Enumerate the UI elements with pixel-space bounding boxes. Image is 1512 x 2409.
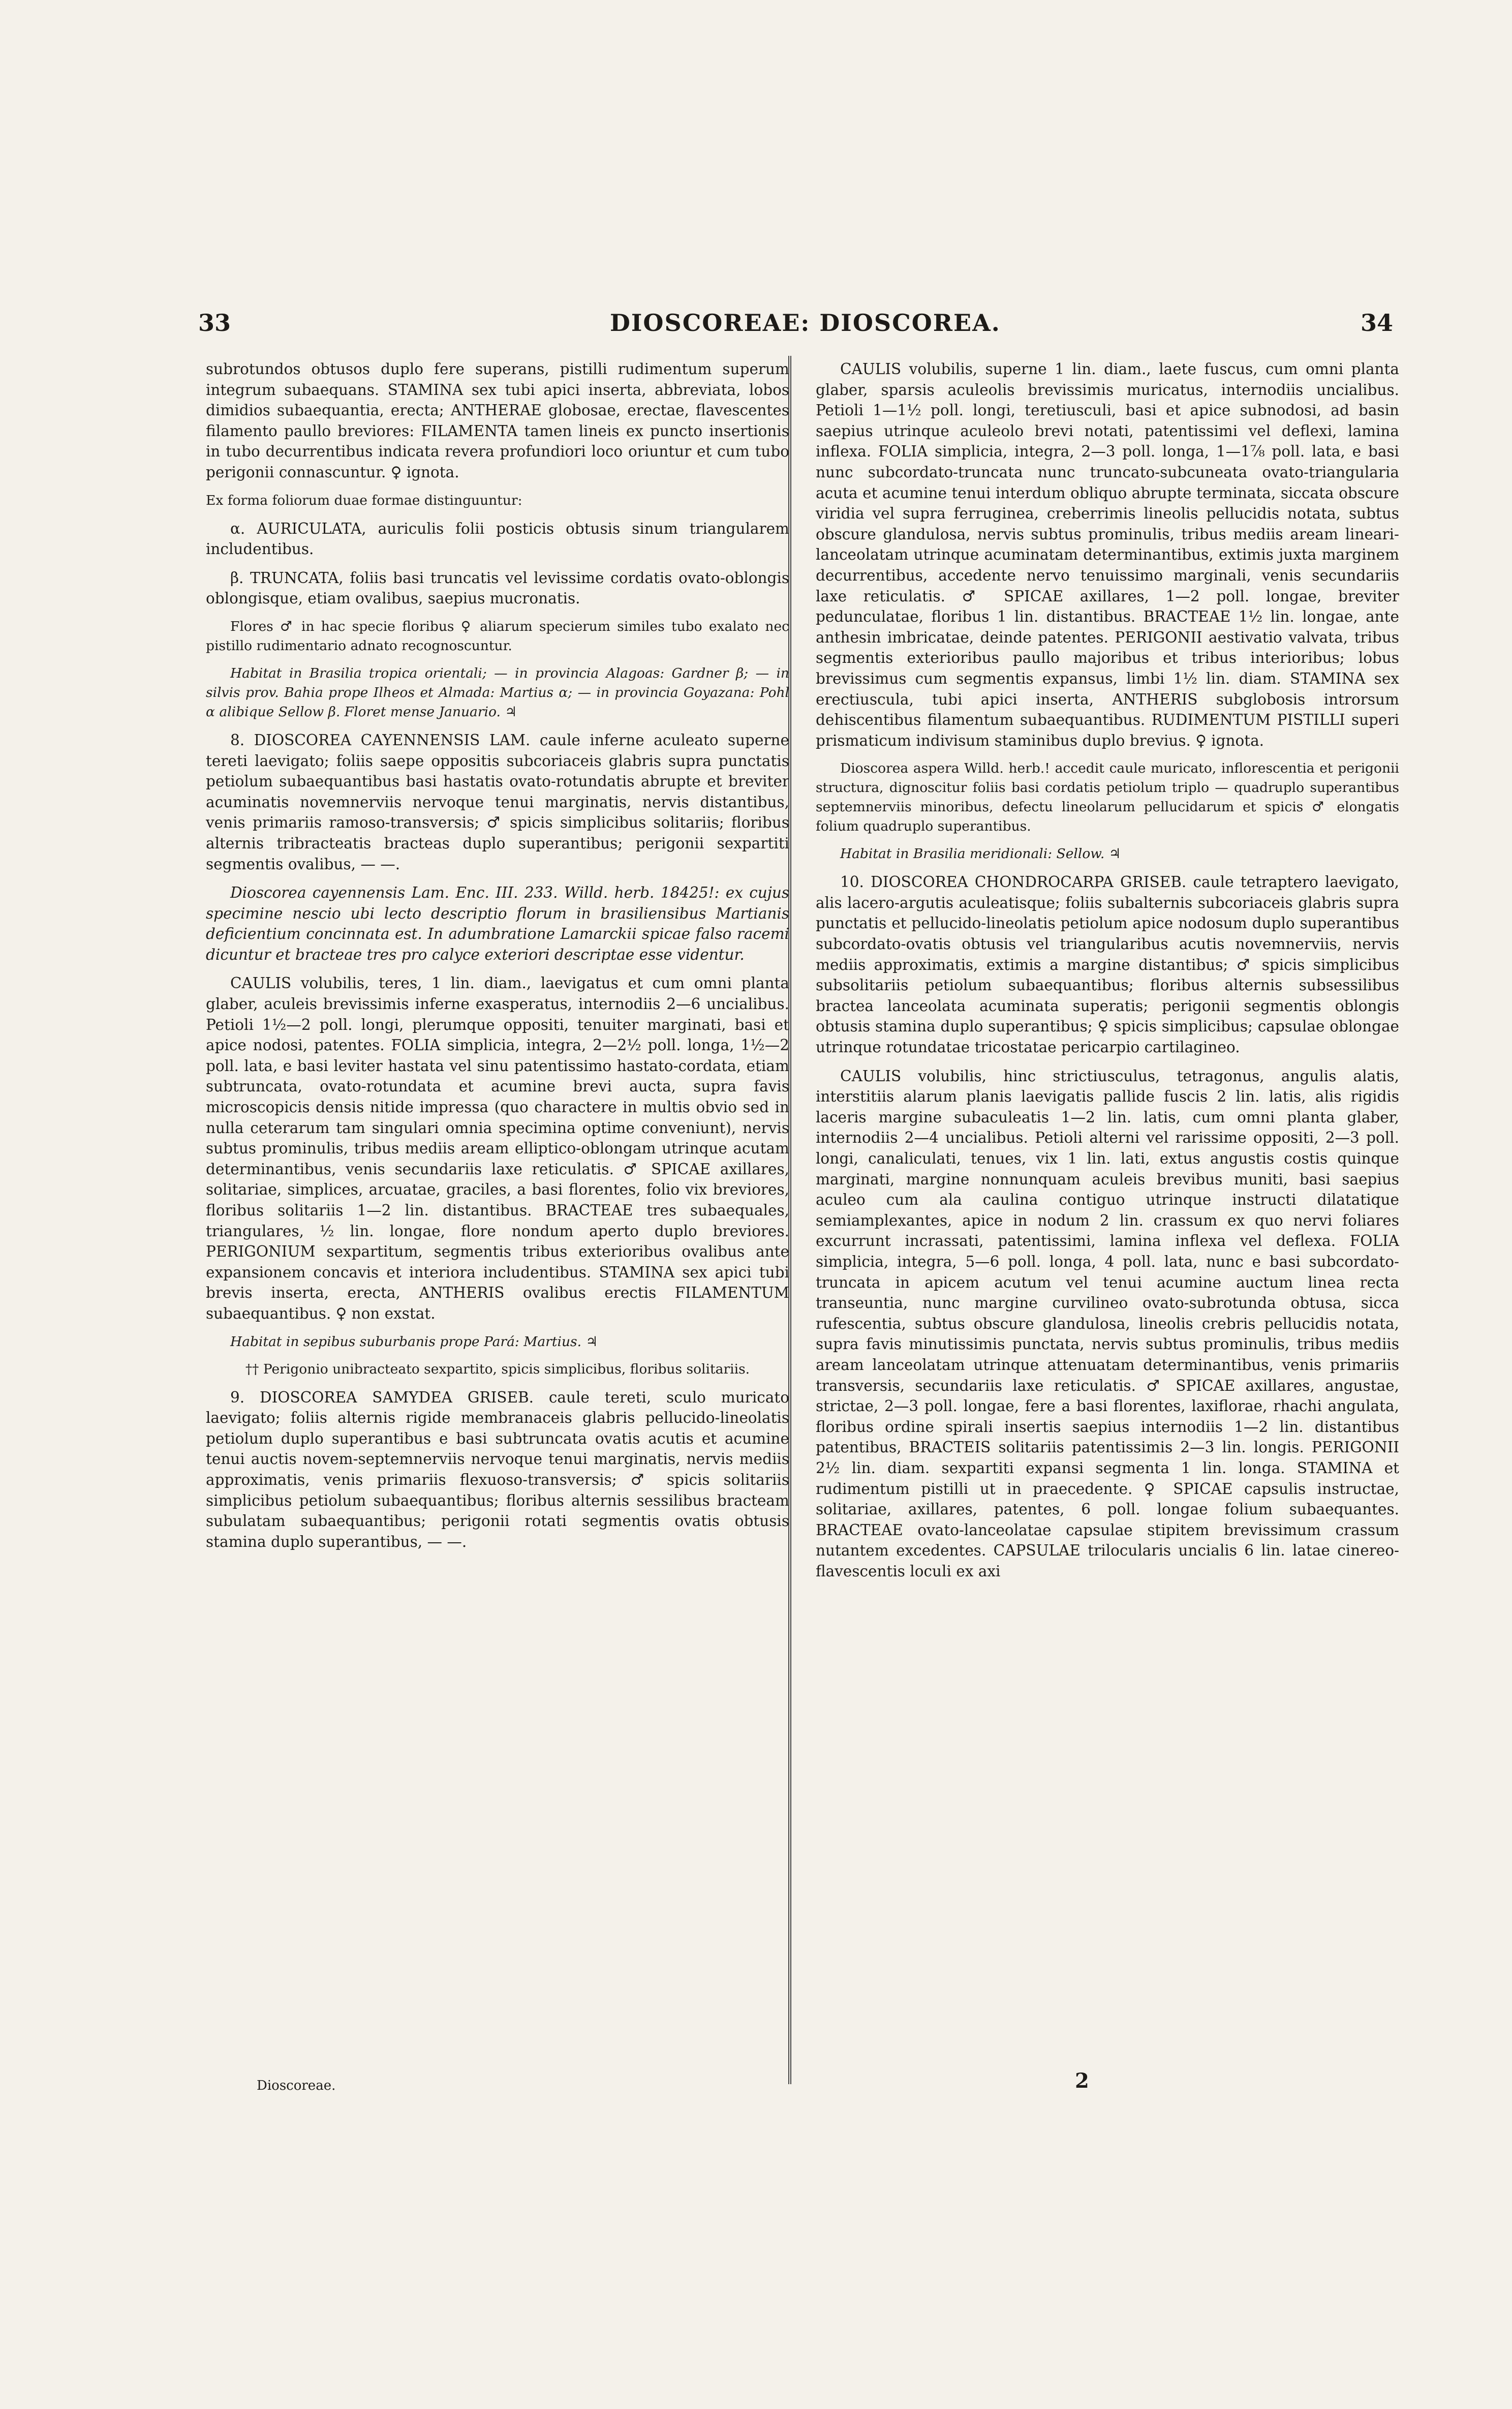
paragraph: α. AURICULATA, auriculis folii posticis obtusis sinum triangularem includentibus. xyxy=(206,520,789,558)
paragraph: CAULIS volubilis, superne 1 lin. diam., laete fuscus, cum omni planta glaber, sparsis aculeolis brevissimis muricatus, internodiis uncialibus. Petioli 1—1½ poll. longi, teretiusculi, basi et apice subnodosi, ad basin saepius utrinque aculeolo brevi notati, patentissimi vel deflexi, lamina inflexa. FOLIA simplicia, integra, 2—3 poll. longa, 1—1⅞ poll. lata, e basi nunc subcordato-truncata nunc truncato-subcuneata ovato-triangularia acuta et acumine tenui interdum obliquo abrupte terminata, siccata obscure viridia vel supra ferruginea, creberrimis lineolis pellucidis notata, subtus obscure glandulosa, nervis subtus prominulis, tribus mediis aream lineari-lanceolatam utrinque acuminatam determinantibus, extimis juxta marginem decurrentibus, accedente nervo tenuissimo marginali, venis secundariis laxe reticulatis. ♂ SPICAE axillares, 1—2 poll. longae, breviter pedunculatae, floribus 1 lin. distantibus. BRACTEAE 1½ lin. longae, ante anthesin imbricatae, deinde patentes. PERIGONII aestivatio valvata, tribus segmentis exterioribus paullo majoribus et tribus interioribus; lobus brevissimus cum segmentis expansus, limbi 1½ lin. diam. STAMINA sex erectiuscula, tubi apici inserta, ANTHERIS subglobosis introrsum dehiscentibus filamentum subaequantibus. RUDIMENTUM PISTILLI superi prismaticum indivisum staminibus duplo brevius. ♀ ignota. xyxy=(816,360,1399,749)
right-column xyxy=(816,359,1399,1590)
page-number-left: 33 xyxy=(198,309,231,337)
paragraph: Habitat in Brasilia meridionali: Sellow. ♃ xyxy=(840,846,1121,862)
column-divider xyxy=(788,356,791,2084)
paragraph: Habitat in Brasilia tropica orientali; — in provincia Alagoas: Gardner β; — in silvis prov. Bahia prope Ilheos et Almada: Martius α; — in provincia Goyazana: Pohl α alibique Sellow β. Floret mense Januario. ♃ xyxy=(206,665,789,720)
running-head: DIOSCOREAE: DIOSCOREA. xyxy=(610,309,1001,337)
paragraph: Habitat in sepibus suburbanis prope Pará: Martius. ♃ xyxy=(230,1333,598,1350)
paragraph: 8. DIOSCOREA CAYENNENSIS LAM. caule inferne aculeato superne tereti laevigato; foliis saepe oppositis subcoriaceis glabris supra punctatis petiolum subaequantibus basi hastatis ovato-rotundatis abrupte et breviter acuminatis novemnerviis nervoque tenui marginatis, nervis distantibus, venis primariis ramoso-transversis; ♂ spicis simplicibus solitariis; floribus alternis tribracteatis bracteas duplo superantibus; perigonii sexpartiti segmentis ovalibus, — —. xyxy=(206,731,789,873)
paragraph: Dioscorea aspera Willd. herb.! accedit caule muricato, inflorescentia et perigonii structura, dignoscitur foliis basi cordatis petiolum triplo — quadruplo superantibus septemnerviis minoribus, defectu lineolarum pellucidarum et spicis ♂ elongatis folium quadruplo superantibus. xyxy=(816,760,1399,835)
signature-mark: 2 xyxy=(1075,2069,1089,2093)
paragraph: β. TRUNCATA, foliis basi truncatis vel levissime cordatis ovato-oblongis oblongisque, etiam ovalibus, saepius mucronatis. xyxy=(206,569,789,607)
paragraph: Dioscorea cayennensis Lam. Enc. III. 233. Willd. herb. 18425!: ex cujus specimine nescio ubi lecto descriptio florum in brasiliensibus Martianis deficientium concinnata est. In adumbratione Lamarckii spicae falso racemi dicuntur et bracteae tres pro calyce exteriori descriptae esse videntur. xyxy=(206,884,789,963)
paragraph: 9. DIOSCOREA SAMYDEA GRISEB. caule tereti, sculo muricato laevigato; foliis alternis rigide membranaceis glabris pellucido-lineolatis petiolum duplo superantibus e basi subtruncata ovatis acutis et acumine tenui auctis novem-septemnerviis nervoque tenui marginatis, nervis mediis approximatis, venis primariis flexuoso-transversis; ♂ spicis solitariis simplicibus petiolum subaequantibus; floribus alternis sessilibus bracteam subulatam subaequantibus; perigonii rotati segmentis ovatis obtusis stamina duplo superantibus, — —. xyxy=(206,1388,789,1550)
left-column xyxy=(206,359,789,1560)
paragraph: Flores ♂ in hac specie floribus ♀ aliarum specierum similes tubo exalato nec pistillo rudimentario adnato recognoscuntur. xyxy=(206,618,789,654)
page-number-right: 34 xyxy=(1361,309,1394,337)
paragraph: CAULIS volubilis, teres, 1 lin. diam., laevigatus et cum omni planta glaber, aculeis brevissimis inferne exasperatus, internodiis 2—6 uncialibus. Petioli 1½—2 poll. longi, plerumque oppositi, tenuiter marginati, basi et apice nodosi, patentes. FOLIA simplicia, integra, 2—2½ poll. longa, 1½—2 poll. lata, e basi leviter hastata vel sinu patentissimo hastato-cordata, etiam subtruncata, ovato-rotundata et acumine brevi aucta, supra favis microscopicis densis nitide impressa (quo charactere in multis obvio sed in nulla ceterarum tam singulari omnia specimina optime conveniunt), nervis subtus prominulis, tribus mediis aream elliptico-oblongam utrinque acutam determinantibus, venis secundariis laxe reticulatis. ♂ SPICAE axillares, solitariae, simplices, arcuatae, graciles, a basi florentes, folio vix breviores, floribus solitariis 1—2 lin. distantibus. BRACTEAE tres subaequales, triangulares, ½ lin. longae, flore nondum aperto duplo breviores. PERIGONIUM sexpartitum, segmentis tribus exterioribus ovalibus ante expansionem concavis et interiora includentibus. STAMINA sex apici tubi brevis inserta, erecta, ANTHERIS ovalibus erectis FILAMENTUM subaequantibus. ♀ non exstat. xyxy=(206,974,789,1322)
paragraph: 10. DIOSCOREA CHONDROCARPA GRISEB. caule tetraptero laevigato, alis lacero-argutis aculeatisque; foliis subalternis subcoriaceis glabris supra punctatis et pellucido-lineolatis petiolum apice nodosum duplo superantibus subcordato-ovatis obtusis vel triangularibus acutis novemnerviis, nervis mediis approximatis, extimis a margine distantibus; ♂ spicis simplicibus subsolitariis petiolum subaequantibus; floribus alternis subsessilibus bractea lanceolata acuminata superatis; perigonii segmentis oblongis obtusis stamina duplo superantibus; ♀ spicis simplicibus; capsulae oblongae utrinque rotundatae tricostatae pericarpio cartilagineo. xyxy=(816,873,1399,1056)
paragraph: CAULIS volubilis, hinc strictiusculus, tetragonus, angulis alatis, interstitiis alarum planis laevigatis pallide fuscis 2 lin. latis, alis rigidis laceris margine subaculeatis 1—2 lin. latis, cum omni planta glaber, internodiis 2—4 uncialibus. Petioli alterni vel rarissime oppositi, 2—3 poll. longi, canaliculati, tenues, vix 1 lin. lati, extus angustis costis quinque marginati, margine nonnunquam aculeis brevibus muniti, basi saepius aculeo cum ala caulina contiguo utrinque instructi dilatatique semiamplexantes, apice in nodum 2 lin. crassum ex quo nervi foliares excurrunt incrassati, patentissimi, lamina inflexa vel deflexa. FOLIA simplicia, integra, 5—6 poll. longa, 4 poll. lata, nunc e basi subcordato-truncata in apicem acutum vel tenui acumine auctum linea recta transeuntia, nunc margine curvilineo ovato-subrotunda obtusa, sicca rufescentia, subtus obscure glandulosa, lineolis crebris pellucidis notata, supra favis minutissimis punctata, nervis subtus prominulis, tribus mediis aream lanceolatam utrinque attenuatam determinantibus, venis primariis transversis, secundariis laxe reticulatis. ♂ SPICAE axillares, angustae, strictae, 2—3 poll. longae, fere a basi florentes, laxiflorae, rhachi angulata, floribus ordine spirali insertis saepius internodiis 1—2 lin. distantibus patentibus, BRACTEIS solitariis patentissimis 2—3 lin. longis. PERIGONII 2½ lin. diam. sexpartiti expansi segmenta 1 lin. longa. STAMINA et rudimentum pistilli ut in praecedente. ♀ SPICAE capsulis instructae, solitariae, axillares, patentes, 6 poll. longae folium subaequantes. BRACTEAE ovato-lanceolatae capsulae stipitem brevissimum crassum nutantem excedentes. CAPSULAE trilocularis uncialis 6 lin. latae cinereo-flavescentis loculi ex axi xyxy=(816,1067,1399,1580)
paragraph: subrotundos obtusos duplo fere superans, pistilli rudimentum superum integrum subaequans. STAMINA sex tubi apici inserta, abbreviata, lobos dimidios subaequantia, erecta; ANTHERAE globosae, erectae, flavescentes filamento paullo breviores: FILAMENTA tamen lineis ex puncto insertionis in tubo decurrentibus indicata revera profundiori loco oriuntur et cum tubo perigonii connascuntur. ♀ ignota. xyxy=(206,360,789,481)
paragraph: †† Perigonio unibracteato sexpartito, spicis simplicibus, floribus solitariis. xyxy=(245,1361,750,1377)
paragraph: Ex forma foliorum duae formae distinguuntur: xyxy=(206,492,522,508)
footer-left: Dioscoreae. xyxy=(257,2078,336,2093)
